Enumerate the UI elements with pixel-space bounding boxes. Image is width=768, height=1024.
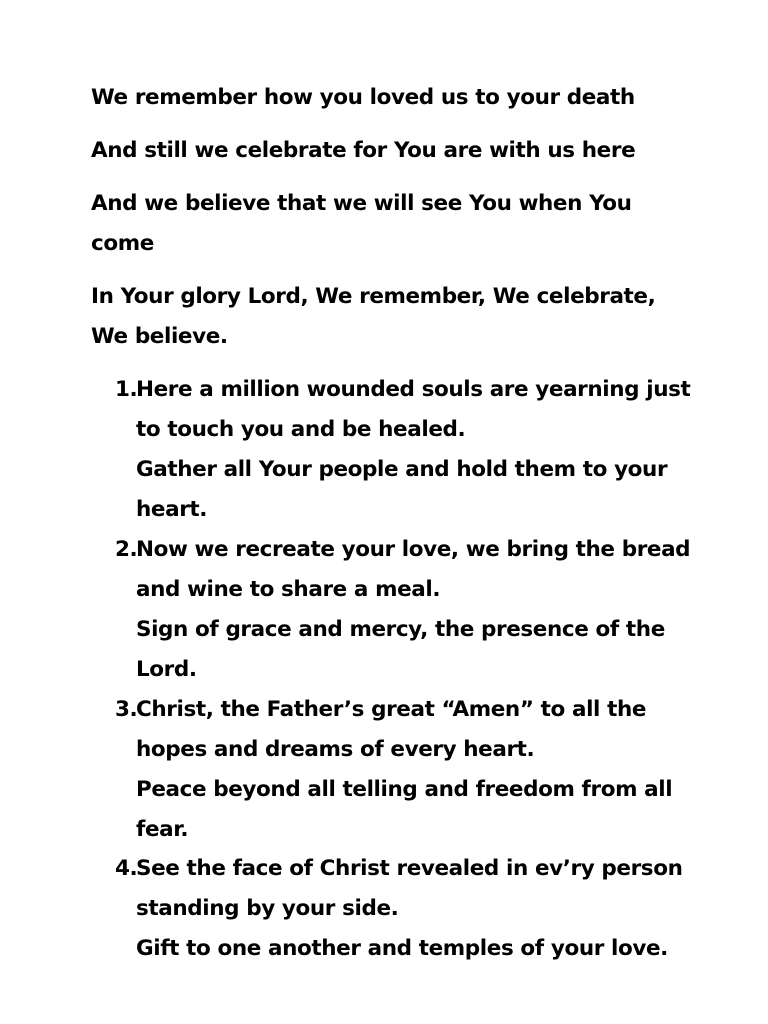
verse-line: Christ, the Father’s great “Amen” to all the [136, 697, 647, 722]
verse-line: Sign of grace and mercy, the presence of the [136, 617, 665, 642]
verse-line: Now we recreate your love, we bring the bread [136, 537, 691, 562]
verse-text [136, 849, 696, 969]
verse-line: fear. [136, 817, 189, 842]
refrain-line-4b: We believe. [91, 324, 228, 349]
verse-text [136, 690, 696, 850]
verse-line: heart. [136, 497, 208, 522]
refrain-line-2: And still we celebrate for You are with us here [91, 138, 636, 163]
verse-line: standing by your side. [136, 896, 399, 921]
verse-number: 4. [115, 856, 138, 881]
verse-line: and wine to share a meal. [136, 577, 441, 602]
verse-line: Lord. [136, 657, 197, 682]
refrain-line-3a: And we believe that we will see You when You [91, 191, 632, 216]
verse-line: See the face of Christ revealed in ev’ry person [136, 856, 683, 881]
refrain-line-1: We remember how you loved us to your death [91, 85, 635, 110]
verse-text [136, 530, 696, 690]
verse-line: Peace beyond all telling and freedom from all [136, 777, 673, 802]
refrain-line-3b: come [91, 231, 154, 256]
refrain-line-4a: In Your glory Lord, We remember, We celebrate, [91, 284, 656, 309]
verse-number: 1. [115, 377, 138, 402]
verse-line: Here a million wounded souls are yearning just [136, 377, 691, 402]
verse-line: to touch you and be healed. [136, 417, 466, 442]
verse-text [136, 370, 696, 530]
verse-line: Gather all Your people and hold them to your [136, 457, 668, 482]
verse-number: 2. [115, 537, 138, 562]
verse-number: 3. [115, 697, 138, 722]
verse-line: hopes and dreams of every heart. [136, 737, 535, 762]
verse-line: Gift to one another and temples of your love. [136, 936, 668, 961]
